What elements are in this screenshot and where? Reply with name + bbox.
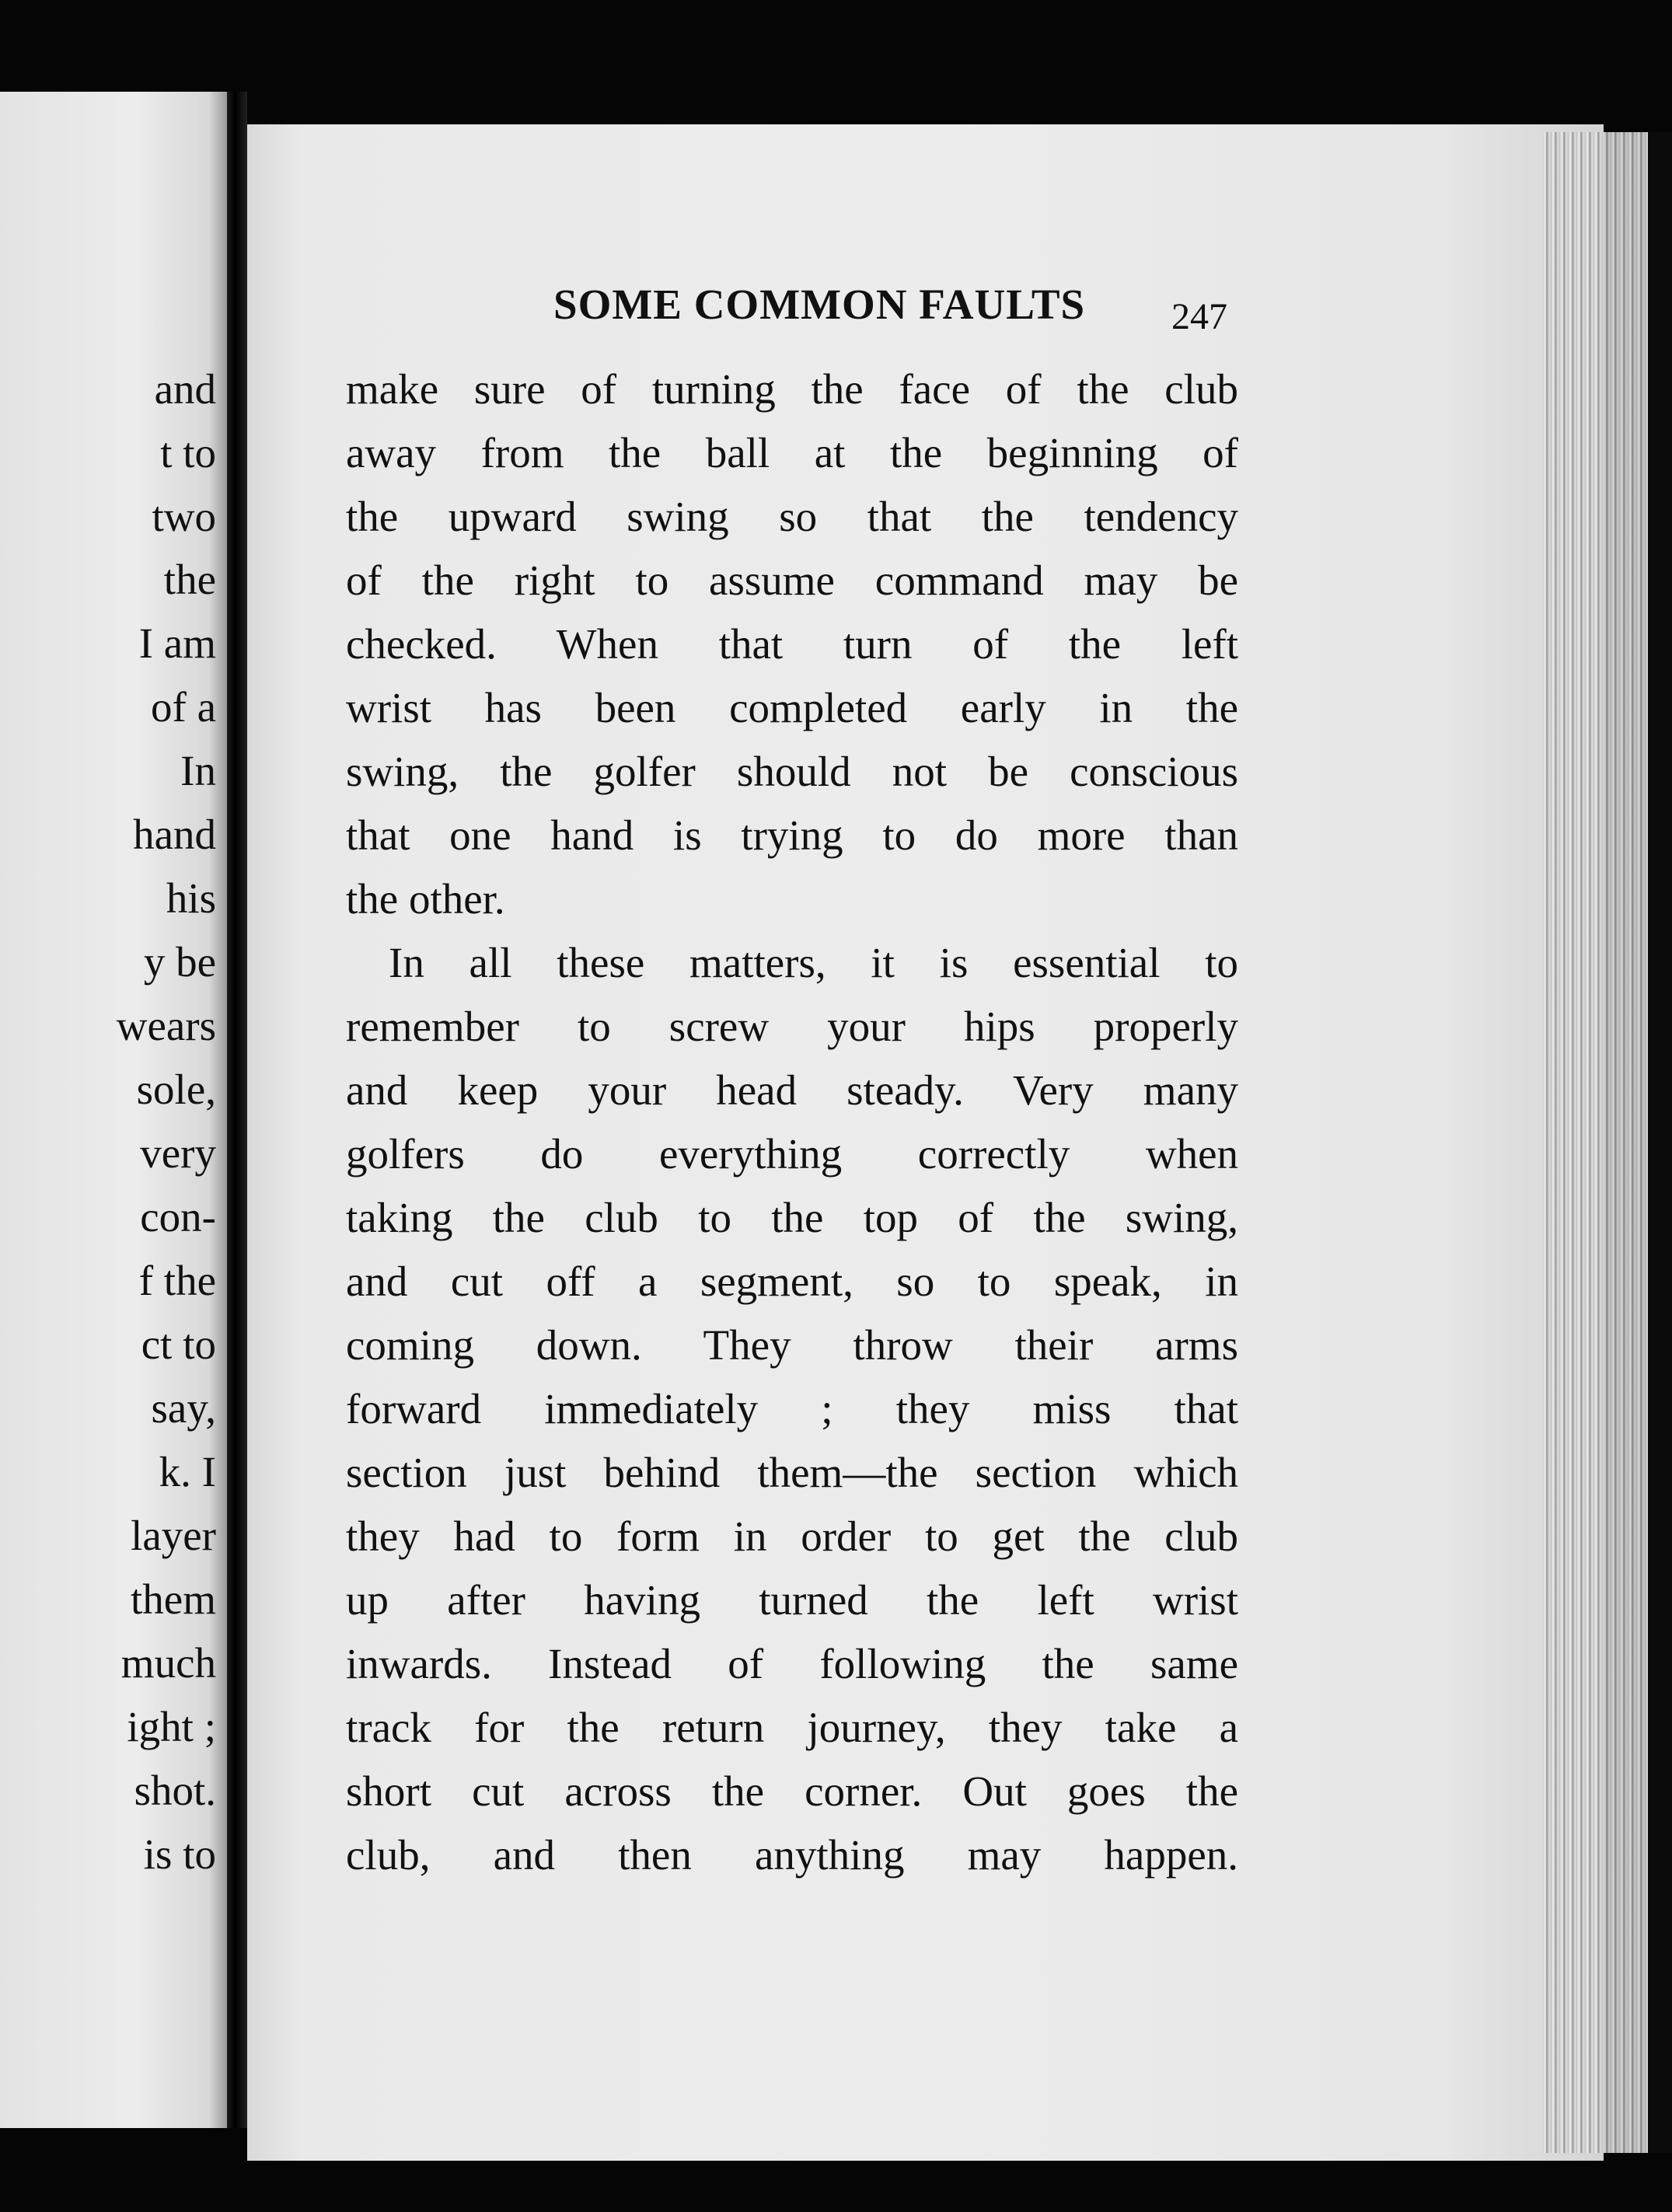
left-page-line: con-: [140, 1193, 216, 1240]
left-page-line: of a: [151, 683, 216, 731]
text-line: and cut off a segment, so to speak, in: [346, 1258, 1238, 1305]
left-page-line: his: [166, 874, 216, 922]
left-page-line: ight ;: [127, 1703, 216, 1750]
left-page-line: In: [180, 747, 216, 794]
left-page-line: wears: [116, 1002, 216, 1049]
text-line: golfers do everything correctly when: [346, 1130, 1238, 1178]
text-line: up after having turned the left wrist: [346, 1576, 1238, 1624]
left-page-line: much: [120, 1639, 216, 1687]
text-line: section just behind them—the section which: [346, 1449, 1238, 1496]
left-page-line: two: [152, 493, 216, 540]
text-line: forward immediately ; they miss that: [346, 1385, 1238, 1432]
body-text: [346, 358, 1238, 1887]
text-line: make sure of turning the face of the club: [346, 365, 1238, 413]
left-page-line: the: [163, 556, 216, 603]
text-line: track for the return journey, they take a: [346, 1704, 1238, 1751]
left-page-line: layer: [131, 1512, 216, 1559]
text-line: In all these matters, it is essential to: [389, 939, 1238, 986]
text-line: wrist has been completed early in the: [346, 684, 1238, 731]
left-page-line: them: [131, 1575, 216, 1623]
page-number: 247: [1171, 296, 1227, 337]
left-page-line: and: [154, 365, 216, 413]
left-page-line: hand: [133, 811, 216, 858]
paragraph: [346, 358, 1238, 931]
left-page-line: ct to: [141, 1321, 216, 1368]
text-line: swing, the golfer should not be conscious: [346, 748, 1238, 795]
text-line: of the right to assume command may be: [346, 556, 1238, 604]
paragraph: [346, 931, 1238, 1887]
text-line: the upward swing so that the tendency: [346, 493, 1238, 540]
text-line: that one hand is trying to do more than: [346, 811, 1238, 859]
previous-page-fragment: [0, 92, 227, 2128]
text-line: the other.: [346, 875, 505, 923]
page-edges: [1543, 132, 1652, 2153]
text-line: remember to screw your hips properly: [346, 1003, 1238, 1050]
text-line: and keep your head steady. Very many: [346, 1066, 1238, 1114]
book-gutter: [227, 92, 247, 2128]
left-page-line: k. I: [159, 1448, 216, 1495]
left-page-line: shot.: [134, 1767, 216, 1814]
page-edges-shadow: [1648, 132, 1672, 2153]
text-line: taking the club to the top of the swing,: [346, 1194, 1238, 1241]
left-page-line: say,: [151, 1384, 216, 1432]
text-line: club, and then anything may happen.: [346, 1831, 1238, 1879]
text-line: inwards. Instead of following the same: [346, 1640, 1238, 1687]
text-line: checked. When that turn of the left: [346, 620, 1238, 668]
left-page-line: f the: [138, 1257, 216, 1304]
left-page-line: I am: [138, 619, 216, 667]
text-line: coming down. They throw their arms: [346, 1321, 1238, 1369]
text-line: short cut across the corner. Out goes the: [346, 1767, 1238, 1815]
text-line: they had to form in order to get the club: [346, 1512, 1238, 1560]
left-page-line: t to: [160, 429, 216, 476]
running-head: SOME COMMON FAULTS: [553, 281, 1086, 328]
left-page-line: very: [140, 1129, 216, 1177]
left-page-line: y be: [143, 938, 216, 986]
left-page-line: sole,: [136, 1066, 216, 1113]
left-page-line: is to: [143, 1830, 216, 1878]
text-line: away from the ball at the beginning of: [346, 429, 1238, 476]
